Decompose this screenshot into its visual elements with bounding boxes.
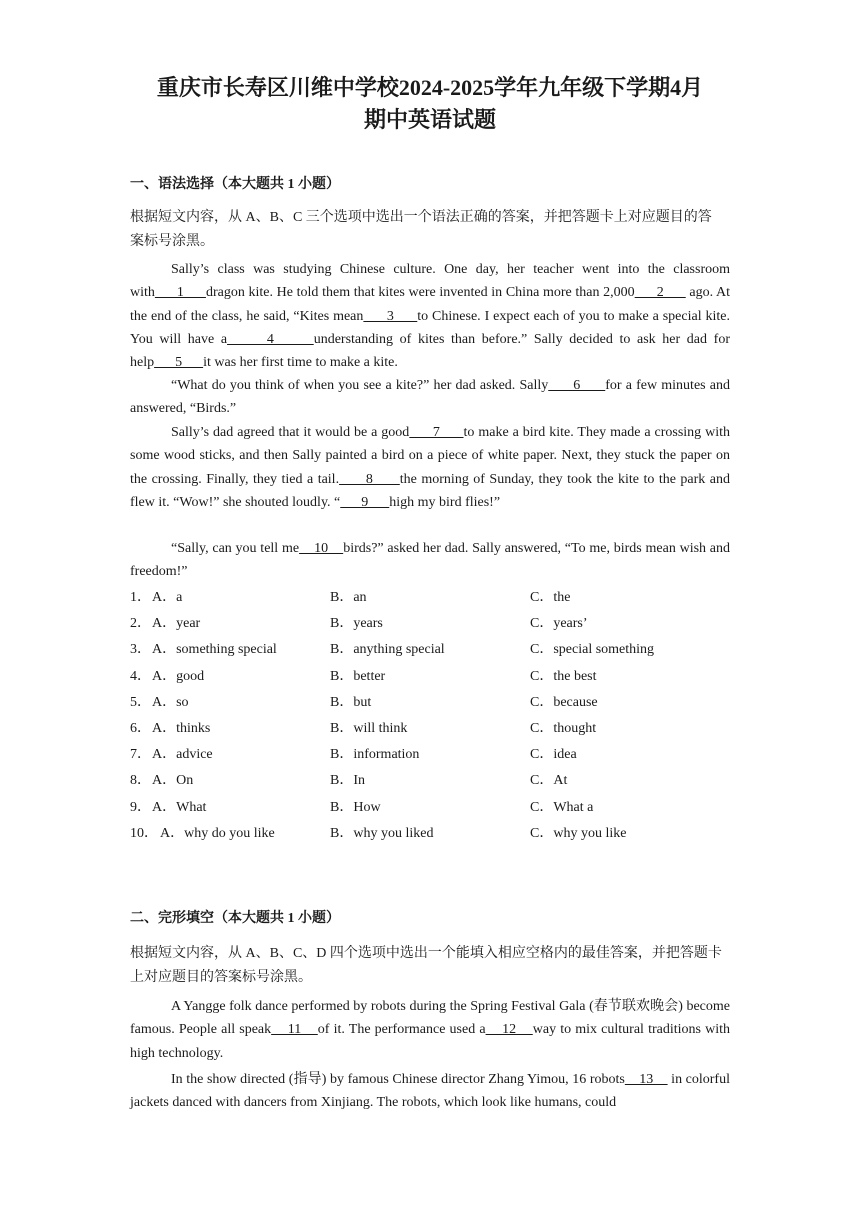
fill-in-blank: 3 <box>363 308 418 324</box>
option-b: B．In <box>330 773 365 789</box>
option-row <box>130 742 730 768</box>
fill-in-blank: 5 <box>154 355 204 371</box>
option-b: B．information <box>330 747 420 763</box>
option-c: C．idea <box>530 747 577 763</box>
option-b: B．but <box>330 694 372 710</box>
option-b: B．an <box>330 590 367 605</box>
option-c: C．because <box>530 694 598 710</box>
question-number: 9． <box>130 799 151 815</box>
fill-in-blank: 11 <box>271 1022 318 1038</box>
fill-in-blank: 8 <box>339 471 400 487</box>
option-b: B．anything special <box>330 642 445 658</box>
option-a: A．so <box>152 694 189 710</box>
option-c: C．special something <box>530 642 655 658</box>
fill-in-blank: 7 <box>409 425 464 440</box>
option-a: A．On <box>152 773 194 789</box>
section-1-instruction: 根据短文内容，从 A、B、C 三个选项中选出一个语法正确的答案，并把答题卡上对应题目的答案标号涂黑。 <box>130 210 712 249</box>
section-2-instruction: 根据短文内容，从 A、B、C、D 四个选项中选出一个能填入相应空格内的最佳答案，并把答题卡上对应题目的答案标号涂黑。 <box>130 946 722 985</box>
option-a: A．why do you like <box>160 825 275 841</box>
option-row <box>130 611 730 637</box>
question-number: 8． <box>130 773 151 789</box>
option-row <box>130 768 730 794</box>
option-c: C．At <box>530 773 568 789</box>
option-row <box>130 585 730 611</box>
fill-in-blank: 2 <box>634 285 686 301</box>
fill-in-blank: 12 <box>485 1022 533 1038</box>
option-c: C．What a <box>530 799 594 815</box>
question-number: 3． <box>130 642 151 658</box>
option-c: C．thought <box>530 721 597 736</box>
section-1-paragraph: Sally’s class was studying Chinese culture. One day, her teacher went into the classroom with 1 dragon kite. He told them that kites were invented in China more than 2,000 2 ago. At the end of the class, he said, “Kites mean 3 to Chinese. I expect each of you to make a special kite. You will have a 4 understanding of kites than before.” Sally decided to ask her dad for help 5 it was her first time to make a kite. <box>130 262 731 371</box>
section-1-paragraph: “Sally, can you tell me 10 birds?” asked her dad. Sally answered, “To me, birds mean wish and freedom!” <box>130 541 731 580</box>
option-b: B．How <box>330 799 381 815</box>
section-1-paragraph: Sally’s dad agreed that it would be a good 7 to make a bird kite. They made a crossing with some wood sticks, and then Sally painted a bird on a piece of white paper. Next, they stuck the paper on the crossing. Finally, they tied a tail. 8 the morning of Sunday, they took the kite to the park and flew it. “Wow!” she shouted loudly. “ 9 high my bird flies!” <box>130 425 731 510</box>
question-number: 10． <box>130 825 158 841</box>
option-b: B．will think <box>330 721 408 736</box>
section-2-heading: 二、完形填空（本大题共 1 小题） <box>130 911 340 926</box>
exam-title-line-1: 重庆市长寿区川维中学校2024-2025学年九年级下学期4月 <box>156 75 704 100</box>
option-a: A．advice <box>152 747 213 763</box>
option-b: B．better <box>330 668 386 684</box>
fill-in-blank: 10 <box>299 541 344 556</box>
section-2-paragraph: A Yangge folk dance performed by robots during the Spring Festival Gala (春节联欢晚会) become famous. People all speak 11 of it. The performance used a 12 way to mix cultural traditions with high technology. <box>130 999 731 1061</box>
option-a: A．a <box>152 590 183 605</box>
option-a: A．What <box>152 799 207 815</box>
section-1-paragraph: “What do you think of when you see a kite?” her dad asked. Sally 6 for a few minutes and answered, “Birds.” <box>130 378 730 417</box>
option-row <box>130 716 730 742</box>
fill-in-blank: 1 <box>154 285 206 301</box>
option-row <box>130 795 730 821</box>
option-row <box>130 690 730 716</box>
question-number: 7． <box>130 747 151 763</box>
option-a: A．year <box>152 616 201 632</box>
option-a: A．good <box>152 668 205 684</box>
option-c: C．why you like <box>530 825 627 841</box>
question-number: 6． <box>130 721 151 736</box>
option-c: C．years’ <box>530 616 588 632</box>
option-row <box>130 821 730 847</box>
question-number: 1． <box>130 590 151 605</box>
fill-in-blank: 9 <box>340 494 390 510</box>
question-number: 2． <box>130 616 151 632</box>
fill-in-blank: 6 <box>548 378 606 393</box>
fill-in-blank: 13 <box>624 1072 668 1087</box>
option-c: C．the <box>530 590 571 605</box>
option-b: B．years <box>330 616 383 632</box>
option-b: B．why you liked <box>330 825 434 841</box>
section-2-paragraph: In the show directed (指导) by famous Chinese director Zhang Yimou, 16 robots 13 in colorful jackets danced with dancers from Xinjiang. The robots, which look like humans, could <box>130 1072 730 1111</box>
fill-in-blank: 4 <box>227 331 314 347</box>
option-row <box>130 664 730 690</box>
exam-title-line-2: 期中英语试题 <box>363 107 496 132</box>
question-number: 5． <box>130 694 151 710</box>
option-a: A．thinks <box>152 721 211 736</box>
option-c: C．the best <box>530 668 597 684</box>
section-1-heading: 一、语法选择（本大题共 1 小题） <box>130 177 340 192</box>
option-a: A．something special <box>152 642 277 658</box>
option-row <box>130 637 730 663</box>
question-number: 4． <box>130 668 151 684</box>
